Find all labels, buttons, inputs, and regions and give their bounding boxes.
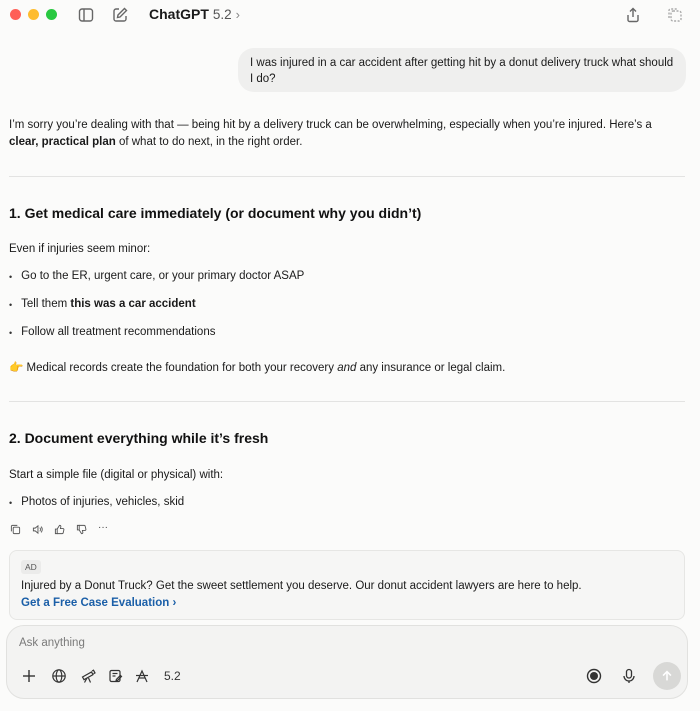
- copy-icon[interactable]: [10, 524, 21, 535]
- bullet-dot: •: [9, 300, 13, 310]
- divider: [9, 401, 685, 402]
- intro-text-end: of what to do next, in the right order.: [115, 136, 303, 148]
- temporary-chat-icon[interactable]: [666, 6, 684, 24]
- section-heading-document: 2. Document everything while it’s fresh: [9, 430, 269, 446]
- zoom-window-button[interactable]: [46, 9, 57, 20]
- divider: [9, 176, 685, 177]
- sidebar-toggle-icon[interactable]: [77, 6, 95, 24]
- close-window-button[interactable]: [10, 9, 21, 20]
- canvas-edit-icon[interactable]: [108, 668, 124, 684]
- arrow-up-icon: [660, 669, 674, 683]
- list-item-text: [21, 298, 196, 312]
- new-chat-icon[interactable]: [111, 6, 129, 24]
- section-lead-medical: Even if injuries seem minor:: [9, 243, 151, 255]
- list-item: [9, 326, 215, 340]
- message-composer: [6, 625, 688, 699]
- intro-bold: clear, practical plan: [9, 136, 116, 148]
- globe-icon[interactable]: [51, 668, 67, 684]
- list-item-text: Photos of injuries, vehicles, skid: [21, 496, 185, 508]
- share-icon[interactable]: [624, 6, 642, 24]
- minimize-window-button[interactable]: [28, 9, 39, 20]
- app-title: ChatGPT: [149, 6, 209, 22]
- ad-text: Injured by a Donut Truck? Get the sweet settlement you deserve. Our donut accident lawyers are here to help.: [21, 580, 582, 592]
- intro-text: I’m sorry you’re dealing with that — being hit by a delivery truck can be overwhelming, especially when you’re injured. Here’s a: [9, 119, 652, 131]
- note-text-end: any insurance or legal claim.: [356, 362, 506, 374]
- model-selector[interactable]: [149, 6, 240, 22]
- user-message-bubble: I was injured in a car accident after getting hit by a donut delivery truck what should I do?: [238, 48, 686, 92]
- list-item: [9, 298, 196, 312]
- message-input[interactable]: Ask anything: [19, 637, 85, 649]
- sponsored-ad-card[interactable]: [9, 550, 685, 620]
- more-options-icon[interactable]: ···: [98, 522, 108, 533]
- message-actions: [10, 524, 112, 535]
- pointing-hand-icon: 👉: [9, 362, 24, 374]
- read-aloud-icon[interactable]: [32, 524, 43, 535]
- title-bar: [0, 0, 700, 30]
- medical-note: [9, 360, 685, 377]
- list-item: [9, 270, 304, 284]
- model-version-selector[interactable]: 5.2: [164, 669, 181, 683]
- text-style-icon[interactable]: [134, 668, 150, 684]
- section-heading-medical: 1. Get medical care immediately (or document why you didn’t): [9, 205, 422, 221]
- list-item-prefix: Tell them: [21, 298, 71, 310]
- bullet-dot: •: [9, 498, 13, 508]
- model-version: 5.2: [212, 7, 232, 22]
- list-item-bold: this was a car accident: [70, 298, 196, 310]
- thumbs-down-icon[interactable]: [76, 524, 87, 535]
- list-item: [9, 496, 184, 510]
- bullet-dot: •: [9, 272, 13, 282]
- microphone-icon[interactable]: [621, 668, 637, 684]
- voice-mode-icon[interactable]: [586, 668, 602, 684]
- list-item-text: Follow all treatment recommendations: [21, 326, 216, 338]
- thumbs-up-icon[interactable]: [54, 524, 65, 535]
- ad-cta-link[interactable]: Get a Free Case Evaluation ›: [21, 597, 177, 609]
- telescope-icon[interactable]: [80, 668, 96, 684]
- ad-badge: AD: [21, 560, 41, 574]
- list-item-text: Go to the ER, urgent care, or your primary doctor ASAP: [21, 270, 305, 282]
- response-intro: [9, 117, 681, 151]
- window-controls: [10, 9, 57, 20]
- bullet-dot: •: [9, 328, 13, 338]
- send-button[interactable]: [653, 662, 681, 690]
- section-lead-document: Start a simple file (digital or physical) with:: [9, 469, 224, 481]
- chevron-right-icon: ›: [235, 7, 241, 22]
- note-text: Medical records create the foundation for both your recovery: [23, 362, 338, 374]
- note-italic: and: [337, 362, 357, 374]
- plus-icon[interactable]: [21, 668, 37, 684]
